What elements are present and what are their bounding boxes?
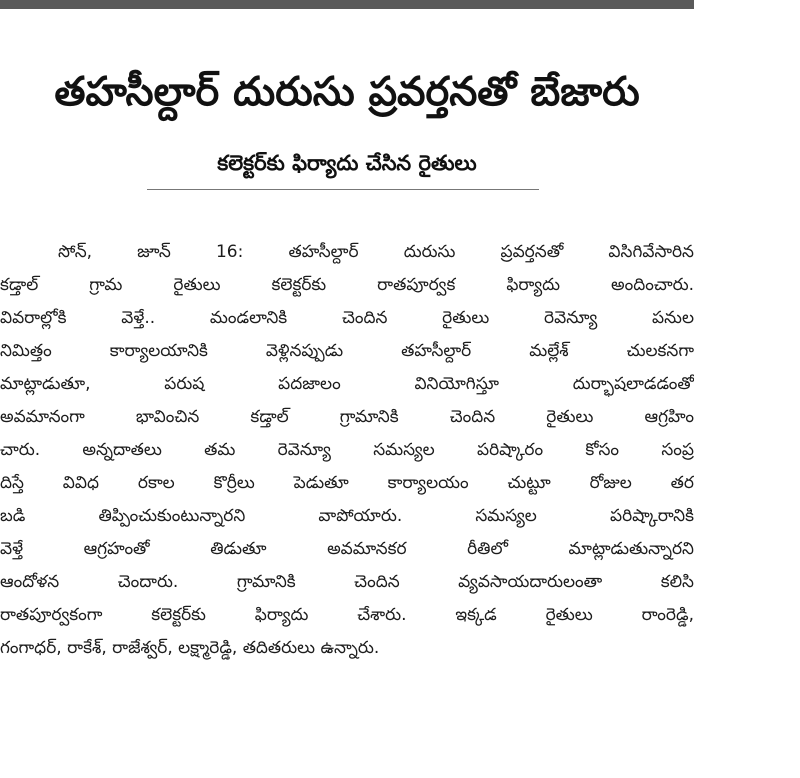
subheadline: కలెక్టర్‌కు ఫిర్యాదు చేసిన రైతులు	[217, 151, 477, 175]
body-line: వెళ్తే ఆగ్రహంతో తిడుతూ అవమానకర రీతిలో మాట్లాడుతున్నారని	[0, 539, 694, 559]
body-line: అవమానంగా భావించిన కడ్తాల్ గ్రామానికి చెందిన రైతులు ఆగ్రహిం	[0, 407, 694, 427]
article-body	[0, 236, 694, 665]
body-line: కడ్తాల్ గ్రామ రైతులు కలెక్టర్‌కు రాతపూర్వక ఫిర్యాదు అందించారు.	[0, 275, 694, 295]
body-line: ఆందోళన చెందారు. గ్రామానికి చెందిన వ్యవసాయదారులంతా కలిసి	[0, 572, 694, 592]
body-line: వివరాల్లోకి వెళ్తే.. మండలానికి చెందిన రైతులు రెవెన్యూ పనుల	[0, 308, 694, 328]
body-line: దిస్తే వివిధ రకాల కొర్రీలు పెడుతూ కార్యాలయం చుట్టూ రోజుల తర	[0, 473, 694, 493]
subheadline-underline	[147, 189, 539, 190]
body-line: చారు. అన్నదాతలు తమ రెవెన్యూ సమస్యల పరిష్కారం కోసం సంప్ర	[0, 440, 694, 460]
body-line: నిమిత్తం కార్యాలయానికి వెళ్లినప్పుడు తహసీల్దార్ మల్లేశ్ చులకనగా	[0, 341, 694, 361]
body-line: బడి తిప్పించుకుంటున్నారని వాపోయారు. సమస్యల పరిష్కారానికి	[0, 506, 694, 526]
top-rule	[0, 0, 694, 9]
headline: తహసీల్దార్ దురుసు ప్రవర్తనతో బేజారు	[54, 69, 640, 115]
body-line: మాట్లాడుతూ, పరుష పదజాలం వినియోగిస్తూ దుర్భాషలాడడంతో	[0, 374, 694, 394]
body-line: సోన్, జూన్ 16: తహసీల్దార్ దురుసు ప్రవర్తనతో విసిగివేసారిన	[58, 242, 694, 262]
body-line: గంగాధర్, రాకేశ్, రాజేశ్వర్, లక్ష్మారెడ్డి, తదితరులు ఉన్నారు.	[0, 638, 380, 658]
right-margin	[694, 0, 800, 778]
body-line: రాతపూర్వకంగా కలెక్టర్‌కు ఫిర్యాదు చేశారు. ఇక్కడ రైతులు రాంరెడ్డి,	[0, 605, 694, 625]
